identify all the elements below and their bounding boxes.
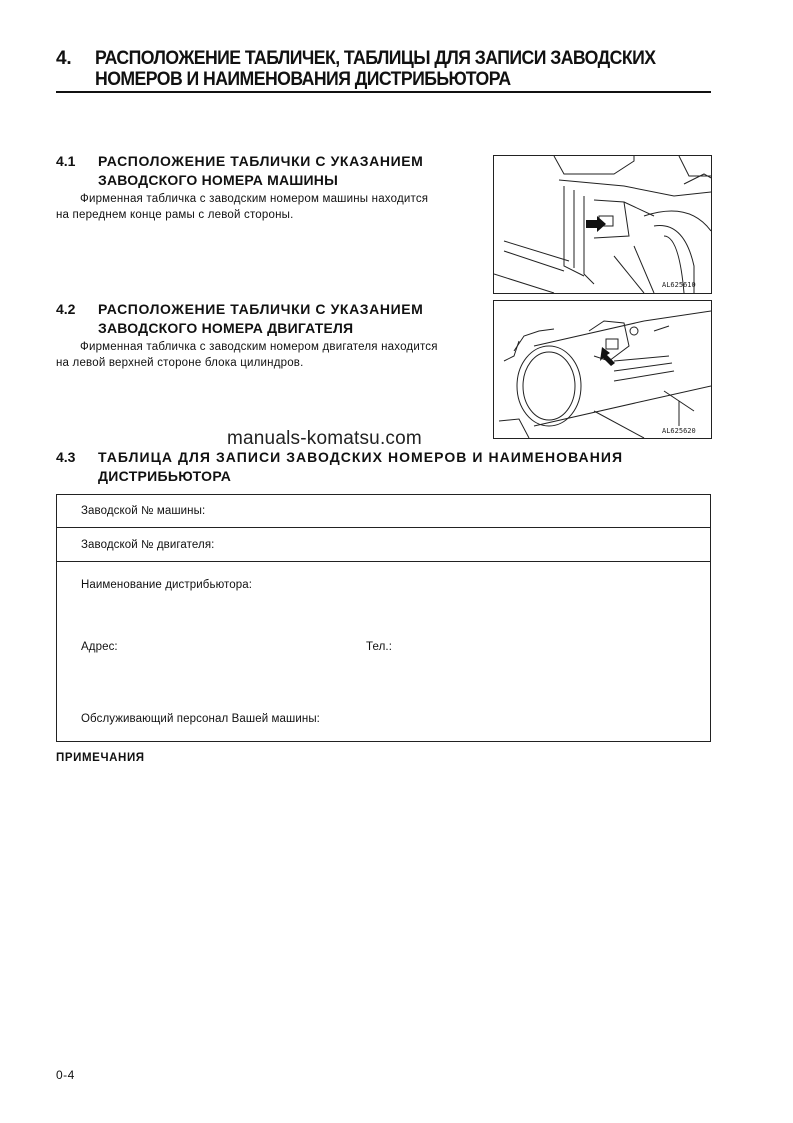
table-row-divider (57, 527, 710, 528)
section-3-title-line1: ТАБЛИЦА ДЛЯ ЗАПИСИ ЗАВОДСКИХ НОМЕРОВ И НАИМЕНОВАНИЯ (98, 449, 624, 465)
section-2-number: 4.2 (56, 301, 76, 317)
section-2-title-line1: РАСПОЛОЖЕНИЕ ТАБЛИЧКИ С УКАЗАНИЕМ (98, 301, 424, 317)
section-1-text-line1: Фирменная табличка с заводским номером машины находится (80, 193, 429, 205)
notes-label: ПРИМЕЧАНИЯ (56, 752, 145, 764)
page-number: 0-4 (56, 1068, 75, 1082)
heading-title-line1: РАСПОЛОЖЕНИЕ ТАБЛИЧЕК, ТАБЛИЦЫ ДЛЯ ЗАПИСИ ЗАВОДСКИХ (95, 48, 656, 69)
section-1-title-line2: ЗАВОДСКОГО НОМЕРА МАШИНЫ (98, 172, 339, 188)
heading-rule (56, 91, 711, 93)
section-1-title-line1: РАСПОЛОЖЕНИЕ ТАБЛИЧКИ С УКАЗАНИЕМ (98, 153, 424, 169)
service-staff-label: Обслуживающий персонал Вашей машины: (81, 713, 320, 725)
machine-serial-label: Заводской № машины: (81, 505, 206, 517)
figure-2-code: AL625620 (662, 427, 696, 435)
phone-label: Тел.: (366, 641, 392, 653)
machine-plate-figure (493, 155, 712, 294)
address-label: Адрес: (81, 641, 118, 653)
section-3-number: 4.3 (56, 449, 76, 465)
section-1-text-line2: на переднем конце рамы с левой стороны. (56, 209, 294, 221)
section-2-title-line2: ЗАВОДСКОГО НОМЕРА ДВИГАТЕЛЯ (98, 320, 354, 336)
figure-1-code: AL625610 (662, 281, 696, 289)
machine-frame-illustration (494, 156, 711, 293)
table-row-divider (57, 561, 710, 562)
engine-serial-label: Заводской № двигателя: (81, 539, 215, 551)
section-2-text-line1: Фирменная табличка с заводским номером двигателя находится (80, 341, 438, 353)
engine-plate-figure (493, 300, 712, 439)
record-table (56, 494, 711, 742)
section-2-text-line2: на левой верхней стороне блока цилиндров. (56, 357, 304, 369)
heading-number: 4. (56, 48, 72, 69)
section-1-number: 4.1 (56, 153, 76, 169)
watermark: manuals-komatsu.com (227, 428, 422, 449)
section-3-title-line2: ДИСТРИБЬЮТОРА (98, 468, 232, 484)
distributor-name-label: Наименование дистрибьютора: (81, 579, 253, 591)
engine-block-illustration (494, 301, 711, 438)
heading-title-line2: НОМЕРОВ И НАИМЕНОВАНИЯ ДИСТРИБЬЮТОРА (95, 69, 511, 90)
